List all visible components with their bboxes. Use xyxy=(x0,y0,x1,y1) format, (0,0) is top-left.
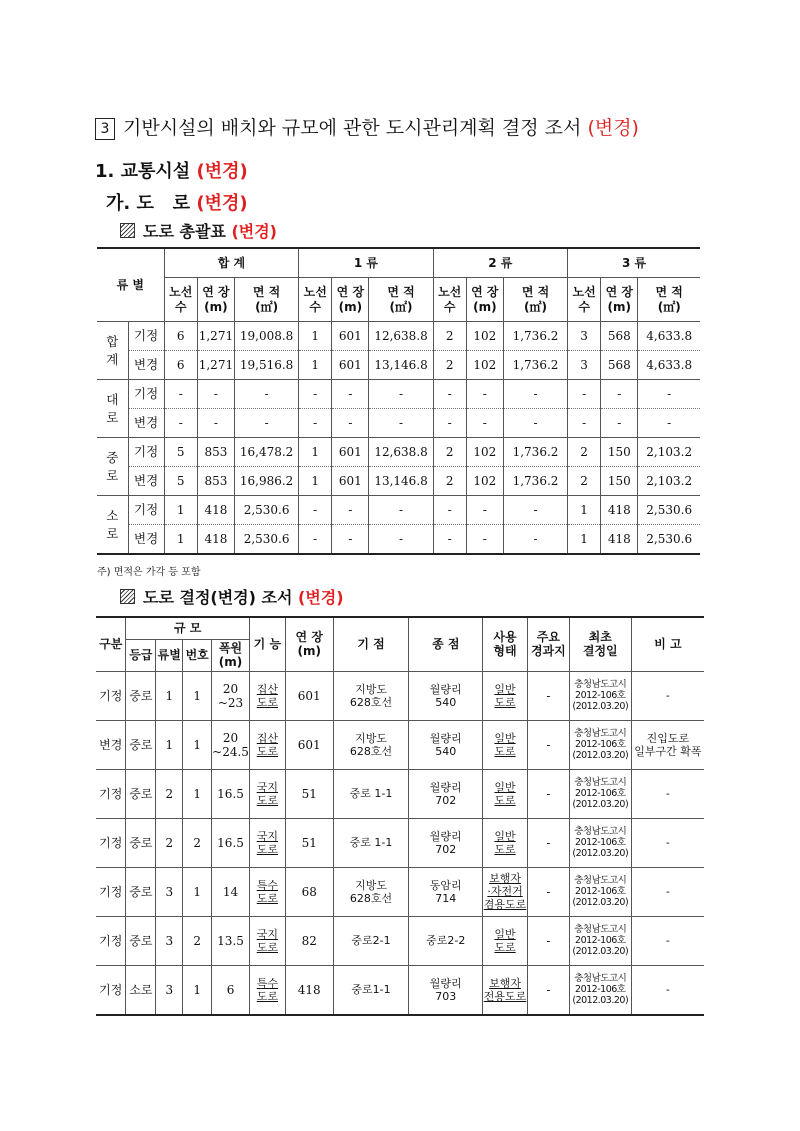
decision-cell-grade: 중로 xyxy=(126,769,156,818)
summary-row xyxy=(97,322,700,351)
decision-cell-no: 1 xyxy=(183,671,212,720)
summary-subheader-routes: 노선 수 xyxy=(299,278,332,322)
section-title: 기반시설의 배치와 규모에 관한 도시관리계획 결정 조서 xyxy=(123,117,582,139)
summary-cell: 1,736.2 xyxy=(503,322,567,351)
decision-cell-start: 중로2-1 xyxy=(333,916,409,965)
summary-cell: 568 xyxy=(601,322,638,351)
summary-subheader-routes: 노선 수 xyxy=(568,278,601,322)
heading-summary-title: 도로 총괄표 xyxy=(143,222,226,241)
summary-cell: - xyxy=(466,496,503,525)
summary-cell: 601 xyxy=(332,438,369,467)
summary-cell: 601 xyxy=(332,467,369,496)
decision-row xyxy=(96,818,704,867)
decision-cell-func: 국지 도로 xyxy=(249,769,285,818)
decision-cell-cls: 3 xyxy=(156,916,183,965)
summary-cell: 1,271 xyxy=(197,322,234,351)
summary-cell: - xyxy=(235,409,299,438)
decision-cell-via: - xyxy=(527,720,569,769)
summary-cell: - xyxy=(568,409,601,438)
summary-status: 기정 xyxy=(128,322,164,351)
summary-cell: 1 xyxy=(568,496,601,525)
summary-status: 기정 xyxy=(128,496,164,525)
summary-cell: 853 xyxy=(197,467,234,496)
decision-cell-length: 68 xyxy=(285,867,333,916)
summary-subheader-routes: 노선 수 xyxy=(433,278,466,322)
decision-header-first-date: 최초 결정일 xyxy=(569,617,631,671)
summary-cell: 19,008.8 xyxy=(235,322,299,351)
summary-cell: 16,478.2 xyxy=(235,438,299,467)
decision-cell-via: - xyxy=(527,965,569,1015)
summary-cell: - xyxy=(299,380,332,409)
summary-cell: 1 xyxy=(164,496,197,525)
summary-cell: 418 xyxy=(601,496,638,525)
summary-cell: - xyxy=(433,525,466,555)
decision-cell-func: 국지 도로 xyxy=(249,916,285,965)
decision-cell-width: 14 xyxy=(212,867,250,916)
summary-status: 변경 xyxy=(128,409,164,438)
summary-cell: - xyxy=(503,380,567,409)
decision-cell-type: 기정 xyxy=(96,671,126,720)
decision-cell-note: 진입도로 일부구간 확폭 xyxy=(631,720,704,769)
decision-header-grade: 등급 xyxy=(126,639,156,671)
section-change-tag: (변경) xyxy=(587,117,639,139)
decision-cell-use: 일반 도로 xyxy=(483,769,528,818)
decision-cell-first: 충청남도고시 2012-106호 (2012.03.20) xyxy=(569,965,631,1015)
summary-subheader-area: 면 적 (㎡) xyxy=(503,278,567,322)
section-heading xyxy=(95,113,639,140)
summary-cell: 2,530.6 xyxy=(235,496,299,525)
summary-cell: - xyxy=(503,409,567,438)
summary-row xyxy=(97,380,700,409)
summary-cell: 1,271 xyxy=(197,351,234,380)
decision-cell-width: 16.5 xyxy=(212,769,250,818)
decision-cell-end: 월량리 702 xyxy=(409,818,483,867)
summary-cell: 418 xyxy=(601,525,638,555)
summary-cell: - xyxy=(466,525,503,555)
summary-status: 변경 xyxy=(128,351,164,380)
decision-cell-type: 기정 xyxy=(96,916,126,965)
decision-cell-type: 변경 xyxy=(96,720,126,769)
summary-cell: 2 xyxy=(568,438,601,467)
decision-cell-cls: 2 xyxy=(156,818,183,867)
decision-cell-first: 충청남도고시 2012-106호 (2012.03.20) xyxy=(569,769,631,818)
decision-cell-note: - xyxy=(631,818,704,867)
summary-cell: 853 xyxy=(197,438,234,467)
summary-cell: - xyxy=(197,409,234,438)
summary-cell: 150 xyxy=(601,438,638,467)
summary-cell: - xyxy=(332,525,369,555)
summary-cell: 1 xyxy=(299,322,332,351)
decision-cell-end: 월량리 702 xyxy=(409,769,483,818)
decision-cell-cls: 2 xyxy=(156,769,183,818)
decision-cell-func: 특수 도로 xyxy=(249,867,285,916)
decision-cell-first: 충청남도고시 2012-106호 (2012.03.20) xyxy=(569,916,631,965)
summary-cell: 5 xyxy=(164,438,197,467)
summary-row xyxy=(97,496,700,525)
decision-cell-cls: 1 xyxy=(156,720,183,769)
summary-group-label: 합 계 xyxy=(97,322,128,380)
decision-cell-note: - xyxy=(631,769,704,818)
decision-cell-end: 동암리 714 xyxy=(409,867,483,916)
decision-cell-grade: 소로 xyxy=(126,965,156,1015)
summary-cell: - xyxy=(466,409,503,438)
decision-header-end: 종 점 xyxy=(409,617,483,671)
decision-cell-via: - xyxy=(527,916,569,965)
heading-road-title: 가. 도 로 xyxy=(106,193,191,214)
summary-cell: 2,103.2 xyxy=(638,438,700,467)
decision-row xyxy=(96,671,704,720)
heading-road-change: (변경) xyxy=(196,193,248,214)
summary-cell: 19,516.8 xyxy=(235,351,299,380)
summary-cell: - xyxy=(332,380,369,409)
summary-cell: - xyxy=(369,496,433,525)
summary-row xyxy=(97,467,700,496)
summary-cell: 5 xyxy=(164,467,197,496)
summary-cell: - xyxy=(164,409,197,438)
decision-cell-no: 1 xyxy=(183,867,212,916)
decision-cell-length: 82 xyxy=(285,916,333,965)
decision-cell-grade: 중로 xyxy=(126,818,156,867)
decision-cell-cls: 3 xyxy=(156,867,183,916)
decision-row xyxy=(96,965,704,1015)
summary-cell: 2,530.6 xyxy=(638,496,700,525)
summary-subheader-length: 연 장 (m) xyxy=(466,278,503,322)
decision-cell-end: 월량리 540 xyxy=(409,720,483,769)
decision-row xyxy=(96,769,704,818)
summary-subheader-area: 면 적 (㎡) xyxy=(235,278,299,322)
summary-group-label: 중 로 xyxy=(97,438,128,496)
summary-cell: 418 xyxy=(197,525,234,555)
summary-cell: 1 xyxy=(299,351,332,380)
decision-cell-use: 일반 도로 xyxy=(483,916,528,965)
decision-cell-width: 20 ~23 xyxy=(212,671,250,720)
decision-header-use: 사용 형태 xyxy=(483,617,528,671)
heading-decision-change: (변경) xyxy=(298,588,344,607)
decision-header-length: 연 장 (m) xyxy=(285,617,333,671)
summary-header-class2: 2 류 xyxy=(433,248,567,278)
summary-cell: - xyxy=(466,380,503,409)
summary-cell: - xyxy=(332,409,369,438)
summary-cell: 601 xyxy=(332,322,369,351)
summary-cell: 2 xyxy=(433,438,466,467)
summary-note: 주) 면적은 가각 등 포함 xyxy=(97,567,201,578)
decision-cell-note: - xyxy=(631,965,704,1015)
decision-cell-via: - xyxy=(527,818,569,867)
decision-cell-grade: 중로 xyxy=(126,671,156,720)
summary-row xyxy=(97,409,700,438)
decision-cell-width: 20 ~24.5 xyxy=(212,720,250,769)
decision-header-via: 주요 경과지 xyxy=(527,617,569,671)
hatch-box-icon xyxy=(120,223,135,238)
decision-cell-no: 2 xyxy=(183,818,212,867)
decision-cell-start: 중로 1-1 xyxy=(333,818,409,867)
decision-cell-use: 일반 도로 xyxy=(483,671,528,720)
summary-subheader-area: 면 적 (㎡) xyxy=(638,278,700,322)
summary-header-class1: 1 류 xyxy=(299,248,433,278)
decision-cell-first: 충청남도고시 2012-106호 (2012.03.20) xyxy=(569,720,631,769)
decision-cell-start: 지방도 628호선 xyxy=(333,867,409,916)
summary-cell: - xyxy=(568,380,601,409)
decision-cell-grade: 중로 xyxy=(126,720,156,769)
decision-cell-func: 집산 도로 xyxy=(249,671,285,720)
summary-cell: 1,736.2 xyxy=(503,467,567,496)
summary-cell: - xyxy=(299,409,332,438)
summary-cell: 1 xyxy=(164,525,197,555)
summary-cell: - xyxy=(369,409,433,438)
summary-cell: 102 xyxy=(466,467,503,496)
summary-cell: - xyxy=(369,525,433,555)
road-summary-table xyxy=(97,247,700,555)
heading-transport xyxy=(95,157,248,183)
summary-cell: 2 xyxy=(433,351,466,380)
decision-cell-start: 중로 1-1 xyxy=(333,769,409,818)
summary-cell: 2 xyxy=(433,322,466,351)
decision-cell-length: 601 xyxy=(285,671,333,720)
summary-cell: - xyxy=(299,496,332,525)
decision-cell-no: 1 xyxy=(183,769,212,818)
decision-cell-use: 일반 도로 xyxy=(483,818,528,867)
decision-cell-func: 집산 도로 xyxy=(249,720,285,769)
decision-header-class: 류별 xyxy=(156,639,183,671)
summary-cell: - xyxy=(299,525,332,555)
heading-summary-change: (변경) xyxy=(231,222,277,241)
summary-cell: 2 xyxy=(568,467,601,496)
summary-cell: - xyxy=(197,380,234,409)
decision-cell-func: 국지 도로 xyxy=(249,818,285,867)
summary-cell: - xyxy=(638,380,700,409)
summary-cell: 102 xyxy=(466,351,503,380)
summary-status: 변경 xyxy=(128,525,164,555)
decision-row xyxy=(96,916,704,965)
summary-cell: 4,633.8 xyxy=(638,322,700,351)
summary-cell: - xyxy=(433,409,466,438)
decision-row xyxy=(96,867,704,916)
summary-cell: - xyxy=(601,380,638,409)
summary-subheader-area: 면 적 (㎡) xyxy=(369,278,433,322)
summary-status: 변경 xyxy=(128,467,164,496)
decision-cell-length: 601 xyxy=(285,720,333,769)
decision-cell-no: 1 xyxy=(183,965,212,1015)
decision-cell-use: 보행자 ·자전거 겸용도로 xyxy=(483,867,528,916)
summary-cell: 150 xyxy=(601,467,638,496)
heading-decision xyxy=(120,585,344,608)
decision-cell-type: 기정 xyxy=(96,818,126,867)
summary-cell: 1,736.2 xyxy=(503,351,567,380)
decision-cell-length: 418 xyxy=(285,965,333,1015)
decision-header-type: 구분 xyxy=(96,617,126,671)
decision-header-function: 기 능 xyxy=(249,617,285,671)
decision-cell-start: 중로1-1 xyxy=(333,965,409,1015)
summary-cell: 3 xyxy=(568,351,601,380)
summary-cell: 3 xyxy=(568,322,601,351)
summary-cell: 1 xyxy=(568,525,601,555)
summary-status: 기정 xyxy=(128,438,164,467)
decision-cell-func: 특수 도로 xyxy=(249,965,285,1015)
decision-cell-cls: 3 xyxy=(156,965,183,1015)
heading-transport-title: 1. 교통시설 xyxy=(95,161,191,182)
decision-cell-cls: 1 xyxy=(156,671,183,720)
decision-cell-use: 일반 도로 xyxy=(483,720,528,769)
summary-cell: 6 xyxy=(164,322,197,351)
summary-header-class3: 3 류 xyxy=(568,248,700,278)
summary-header-total: 합 계 xyxy=(164,248,298,278)
decision-header-scale: 규 모 xyxy=(126,617,250,639)
decision-cell-use: 보행자 전용도로 xyxy=(483,965,528,1015)
summary-cell: 2,103.2 xyxy=(638,467,700,496)
summary-cell: - xyxy=(164,380,197,409)
summary-subheader-routes: 노선 수 xyxy=(164,278,197,322)
heading-summary xyxy=(120,219,277,242)
summary-group-label: 소 로 xyxy=(97,496,128,555)
decision-cell-type: 기정 xyxy=(96,965,126,1015)
summary-cell: 4,633.8 xyxy=(638,351,700,380)
summary-cell: 6 xyxy=(164,351,197,380)
summary-cell: 2,530.6 xyxy=(235,525,299,555)
summary-cell: 2 xyxy=(433,467,466,496)
summary-cell: 12,638.8 xyxy=(369,322,433,351)
summary-cell: 1 xyxy=(299,438,332,467)
decision-cell-length: 51 xyxy=(285,769,333,818)
decision-cell-note: - xyxy=(631,916,704,965)
summary-cell: - xyxy=(332,496,369,525)
summary-row xyxy=(97,438,700,467)
summary-header-type: 류 별 xyxy=(97,248,164,322)
heading-road xyxy=(106,189,248,215)
summary-cell: 418 xyxy=(197,496,234,525)
summary-cell: - xyxy=(235,380,299,409)
summary-subheader-length: 연 장 (m) xyxy=(332,278,369,322)
summary-cell: 102 xyxy=(466,438,503,467)
heading-decision-title: 도로 결정(변경) 조서 xyxy=(143,588,293,607)
decision-header-width: 폭원 (m) xyxy=(212,639,250,671)
summary-cell: - xyxy=(433,380,466,409)
summary-cell: 2,530.6 xyxy=(638,525,700,555)
decision-cell-no: 1 xyxy=(183,720,212,769)
summary-row xyxy=(97,351,700,380)
decision-header-note: 비 고 xyxy=(631,617,704,671)
decision-header-start: 기 점 xyxy=(333,617,409,671)
decision-cell-first: 충청남도고시 2012-106호 (2012.03.20) xyxy=(569,867,631,916)
decision-cell-grade: 중로 xyxy=(126,867,156,916)
summary-cell: - xyxy=(601,409,638,438)
decision-cell-type: 기정 xyxy=(96,867,126,916)
summary-subheader-length: 연 장 (m) xyxy=(197,278,234,322)
summary-cell: 568 xyxy=(601,351,638,380)
summary-cell: - xyxy=(369,380,433,409)
decision-cell-width: 13.5 xyxy=(212,916,250,965)
summary-cell: 13,146.8 xyxy=(369,467,433,496)
section-number: 3 xyxy=(95,118,115,140)
heading-transport-change: (변경) xyxy=(196,161,248,182)
summary-cell: 12,638.8 xyxy=(369,438,433,467)
decision-cell-grade: 중로 xyxy=(126,916,156,965)
decision-cell-via: - xyxy=(527,769,569,818)
decision-cell-end: 월량리 540 xyxy=(409,671,483,720)
summary-group-label: 대 로 xyxy=(97,380,128,438)
summary-cell: - xyxy=(503,525,567,555)
decision-cell-start: 지방도 628호선 xyxy=(333,671,409,720)
summary-cell: - xyxy=(503,496,567,525)
summary-cell: 1,736.2 xyxy=(503,438,567,467)
decision-cell-length: 51 xyxy=(285,818,333,867)
summary-cell: - xyxy=(638,409,700,438)
decision-cell-width: 6 xyxy=(212,965,250,1015)
decision-cell-start: 지방도 628호선 xyxy=(333,720,409,769)
decision-header-number: 번호 xyxy=(183,639,212,671)
summary-row xyxy=(97,525,700,555)
summary-cell: 16,986.2 xyxy=(235,467,299,496)
decision-cell-width: 16.5 xyxy=(212,818,250,867)
decision-cell-no: 2 xyxy=(183,916,212,965)
decision-cell-type: 기정 xyxy=(96,769,126,818)
decision-cell-note: - xyxy=(631,867,704,916)
decision-cell-note: - xyxy=(631,671,704,720)
road-decision-table xyxy=(96,616,704,1016)
decision-cell-end: 월량리 703 xyxy=(409,965,483,1015)
decision-row xyxy=(96,720,704,769)
summary-cell: - xyxy=(433,496,466,525)
summary-status: 기정 xyxy=(128,380,164,409)
decision-cell-via: - xyxy=(527,671,569,720)
decision-cell-end: 중로2-2 xyxy=(409,916,483,965)
decision-cell-via: - xyxy=(527,867,569,916)
summary-cell: 13,146.8 xyxy=(369,351,433,380)
summary-cell: 102 xyxy=(466,322,503,351)
summary-cell: 601 xyxy=(332,351,369,380)
decision-cell-first: 충청남도고시 2012-106호 (2012.03.20) xyxy=(569,671,631,720)
summary-cell: 1 xyxy=(299,467,332,496)
hatch-box-icon xyxy=(120,589,135,604)
decision-cell-first: 충청남도고시 2012-106호 (2012.03.20) xyxy=(569,818,631,867)
summary-subheader-length: 연 장 (m) xyxy=(601,278,638,322)
